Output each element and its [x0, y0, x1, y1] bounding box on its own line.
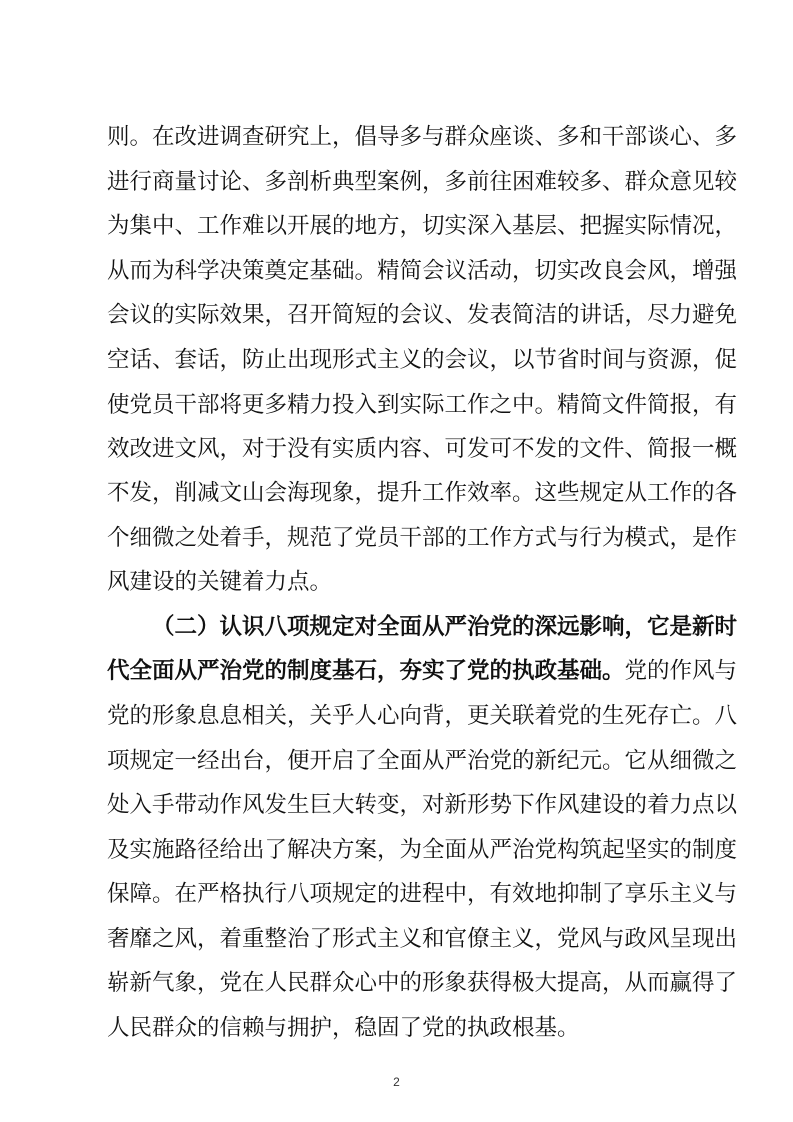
- body-line-10: 个细微之处着手，规范了党员干部的工作方式与行为模式，是作: [107, 525, 738, 551]
- body-line-2: 进行商量讨论、多剖析典型案例，多前往困难较多、群众意见较: [107, 169, 738, 195]
- body-line-15: 及实施路径给出了解决方案，为全面从严治党构筑起坚实的制度: [107, 837, 738, 863]
- section-heading-continuation: 党的作风与: [624, 658, 738, 684]
- section-heading-line-2: [107, 651, 738, 691]
- body-line-13: 项规定一经出台，便开启了全面从严治党的新纪元。它从细微之: [107, 748, 738, 774]
- page-number: 2: [393, 1075, 400, 1089]
- section-heading-bold-text: 代全面从严治党的制度基石，夯实了党的执政基础。: [107, 658, 625, 684]
- body-line-19: 人民群众的信赖与拥护，稳固了党的执政根基。: [107, 1015, 580, 1041]
- body-line-11: 风建设的关键着力点。: [107, 569, 333, 595]
- section-heading-line-1: （二）认识八项规定对全面从严治党的深远影响，它是新时: [152, 614, 738, 640]
- body-line-14: 处入手带动作风发生巨大转变，对新形势下作风建设的着力点以: [107, 792, 738, 818]
- body-line-6: 空话、套话，防止出现形式主义的会议，以节省时间与资源，促: [107, 347, 738, 373]
- body-line-8: 效改进文风，对于没有实质内容、可发可不发的文件、简报一概: [107, 436, 738, 462]
- body-line-7: 使党员干部将更多精力投入到实际工作之中。精简文件简报，有: [107, 392, 738, 418]
- body-line-12: 党的形象息息相关，关乎人心向背，更关联着党的生死存亡。八: [107, 703, 738, 729]
- body-line-5: 会议的实际效果，召开简短的会议、发表简洁的讲话，尽力避免: [107, 302, 738, 328]
- body-line-4: 从而为科学决策奠定基础。精简会议活动，切实改良会风，增强: [107, 258, 738, 284]
- body-line-18: 崭新气象，党在人民群众心中的形象获得极大提高，从而赢得了: [107, 970, 738, 996]
- body-line-1: 则。在改进调查研究上，倡导多与群众座谈、多和干部谈心、多: [107, 124, 738, 150]
- body-line-17: 奢靡之风，着重整治了形式主义和官僚主义，党风与政风呈现出: [107, 926, 738, 952]
- body-line-16: 保障。在严格执行八项规定的进程中，有效地抑制了享乐主义与: [107, 881, 738, 907]
- body-line-3: 为集中、工作难以开展的地方，切实深入基层、把握实际情况，: [107, 213, 738, 239]
- body-line-9: 不发，削减文山会海现象，提升工作效率。这些规定从工作的各: [107, 480, 738, 506]
